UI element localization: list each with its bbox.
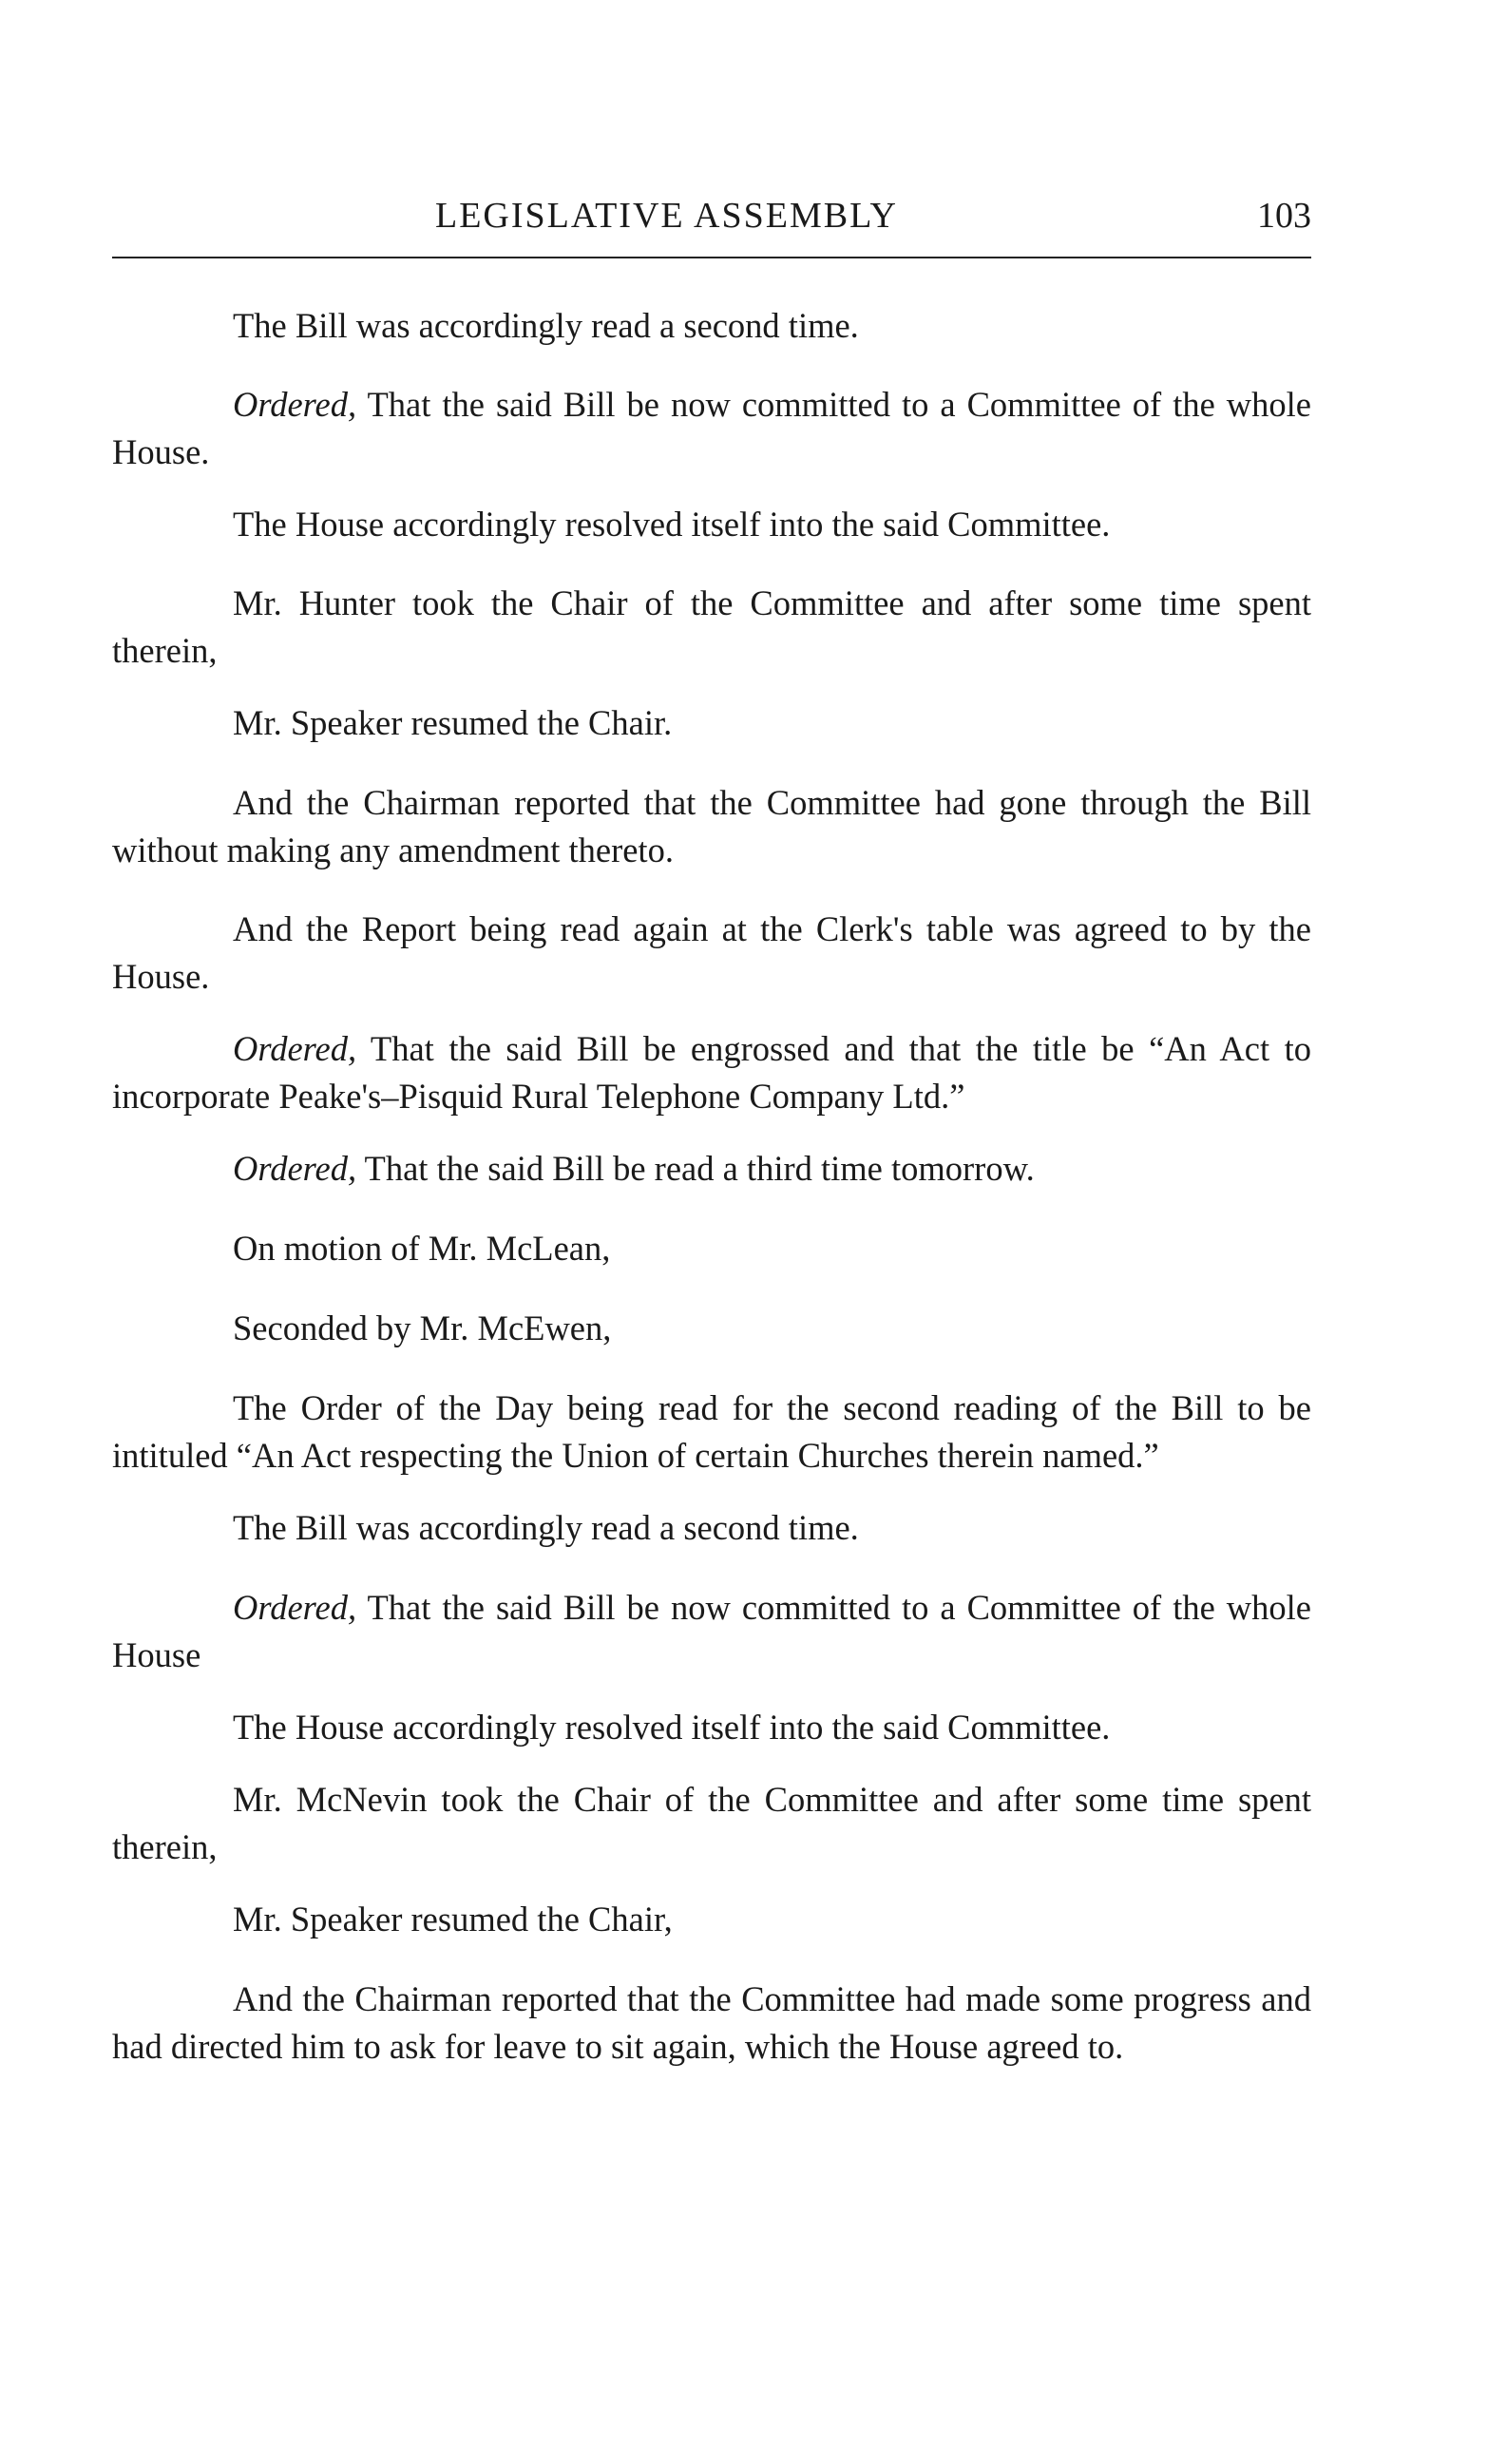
paragraph xyxy=(112,1704,1311,1751)
page-header xyxy=(112,195,1311,252)
paragraph xyxy=(112,580,1311,675)
paragraph-text: The Bill was accordingly read a second time. xyxy=(233,306,859,345)
paragraph-text: Mr. Speaker resumed the Chair, xyxy=(233,1900,673,1939)
paragraph xyxy=(112,302,1311,350)
document-page xyxy=(112,0,1311,2464)
paragraph xyxy=(112,1776,1311,1871)
paragraph-text: The Bill was accordingly read a second time. xyxy=(233,1508,859,1547)
paragraph-text: That the said Bill be engrossed and that the title be “An Act to incorporate Peake's–Pisquid Rural Telephone Company Ltd.” xyxy=(112,1029,1311,1116)
paragraph-text: On motion of Mr. McLean, xyxy=(233,1229,611,1268)
paragraph xyxy=(112,1584,1311,1679)
paragraph xyxy=(112,1385,1311,1480)
paragraph xyxy=(112,906,1311,1001)
paragraph xyxy=(112,1225,1311,1272)
paragraph xyxy=(112,1305,1311,1352)
paragraph-lead: Ordered, xyxy=(233,1029,357,1068)
page-number: 103 xyxy=(1257,196,1311,236)
paragraph xyxy=(112,699,1311,747)
paragraph xyxy=(112,381,1311,476)
paragraph-text: That the said Bill be now committed to a Committee of the whole House. xyxy=(112,385,1311,471)
paragraph-text: That the said Bill be now committed to a Committee of the whole House xyxy=(112,1588,1311,1674)
paragraph-text: And the Chairman reported that the Committee had made some progress and had directed him to ask for leave to sit again, which the House agreed to. xyxy=(112,1979,1311,2066)
paragraph-text: Mr. Hunter took the Chair of the Committee and after some time spent therein, xyxy=(112,583,1311,670)
paragraph-text: The House accordingly resolved itself into the said Committee. xyxy=(233,505,1111,544)
paragraph-text: Seconded by Mr. McEwen, xyxy=(233,1308,612,1347)
paragraph-text: The House accordingly resolved itself into the said Committee. xyxy=(233,1708,1111,1747)
running-head-title: LEGISLATIVE ASSEMBLY xyxy=(435,196,898,236)
paragraph xyxy=(112,1025,1311,1120)
paragraph xyxy=(112,501,1311,548)
paragraph xyxy=(112,1504,1311,1552)
paragraph-text: And the Chairman reported that the Committee had gone through the Bill without making any amendment thereto. xyxy=(112,783,1311,869)
paragraph xyxy=(112,1896,1311,1943)
body-text xyxy=(112,302,1311,2102)
header-rule xyxy=(112,257,1311,258)
paragraph-text: That the said Bill be read a third time tomorrow. xyxy=(356,1149,1035,1188)
paragraph-lead: Ordered, xyxy=(233,1588,357,1627)
paragraph-lead: Ordered, xyxy=(233,1149,357,1188)
paragraph-text: Mr. Speaker resumed the Chair. xyxy=(233,703,673,742)
paragraph-text: Mr. McNevin took the Chair of the Committee and after some time spent therein, xyxy=(112,1780,1311,1866)
paragraph-lead: Ordered, xyxy=(233,385,357,424)
paragraph xyxy=(112,1145,1311,1193)
paragraph-text: The Order of the Day being read for the second reading of the Bill to be intituled “An Act respecting the Union of certain Churches therein named.” xyxy=(112,1388,1311,1475)
paragraph-text: And the Report being read again at the Clerk's table was agreed to by the House. xyxy=(112,909,1311,996)
paragraph xyxy=(112,779,1311,874)
paragraph xyxy=(112,1976,1311,2071)
